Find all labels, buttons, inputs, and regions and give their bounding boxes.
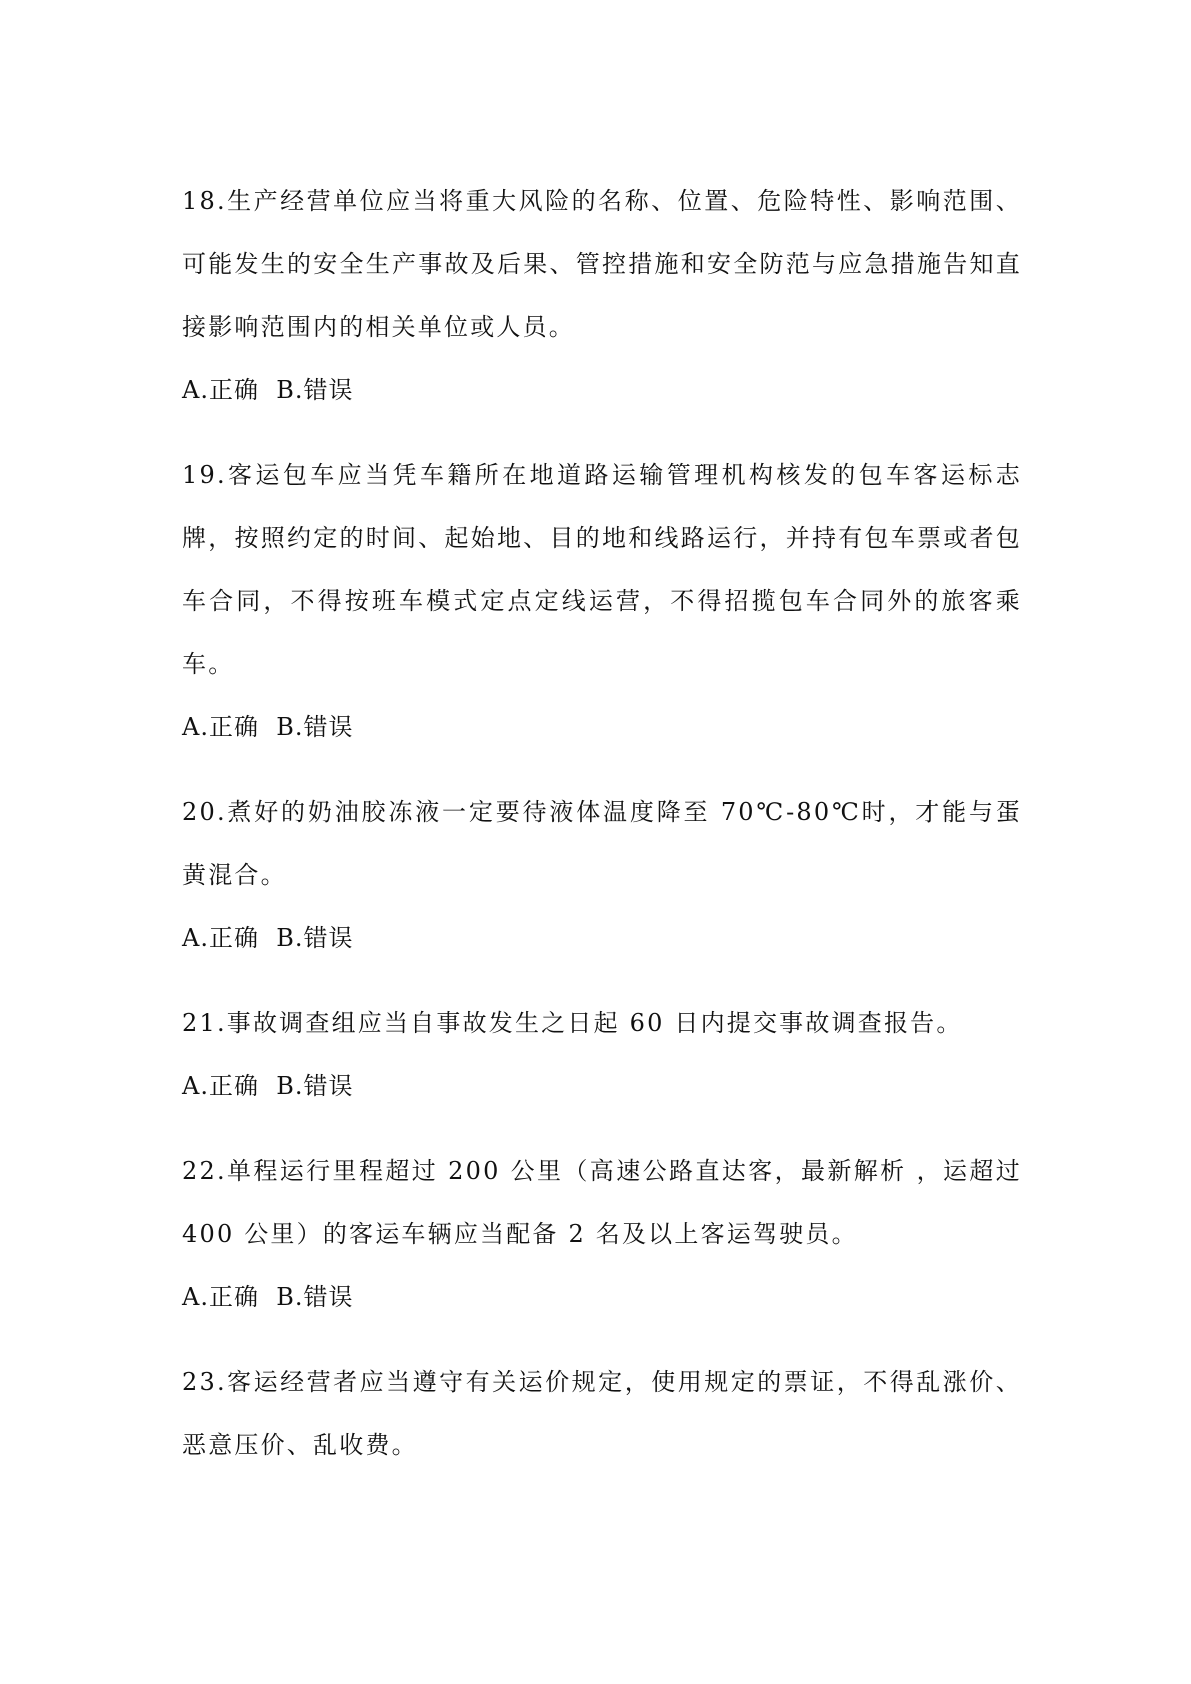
- answer-options: A.正确 B.错误: [182, 1072, 354, 1100]
- question-21: [182, 992, 1022, 1118]
- answer-options: A.正确 B.错误: [182, 376, 354, 404]
- question-text: 23.客运经营者应当遵守有关运价规定，使用规定的票证，不得乱涨价、恶意压价、乱收费。: [182, 1368, 1022, 1459]
- question-18: [182, 170, 1022, 422]
- question-text: 22.单程运行里程超过 200 公里（高速公路直达客，最新解析 ，运超过 400 公里）的客运车辆应当配备 2 名及以上客运驾驶员。: [182, 1157, 1022, 1248]
- answer-options: A.正确 B.错误: [182, 1283, 354, 1311]
- question-text: 19.客运包车应当凭车籍所在地道路运输管理机构核发的包车客运标志牌，按照约定的时间、起始地、目的地和线路运行，并持有包车票或者包车合同，不得按班车模式定点定线运营，不得招揽包车合同外的旅客乘车。: [182, 461, 1022, 678]
- question-22: [182, 1140, 1022, 1329]
- question-text: 20.煮好的奶油胶冻液一定要待液体温度降至 70℃-80℃时，才能与蛋黄混合。: [182, 798, 1022, 889]
- question-19: [182, 444, 1022, 759]
- question-list: [182, 170, 1022, 1487]
- answer-options: A.正确 B.错误: [182, 713, 354, 741]
- answer-options: A.正确 B.错误: [182, 924, 354, 952]
- question-text: 18.生产经营单位应当将重大风险的名称、位置、危险特性、影响范围、可能发生的安全生产事故及后果、管控措施和安全防范与应急措施告知直接影响范围内的相关单位或人员。: [182, 187, 1022, 341]
- question-20: [182, 781, 1022, 970]
- question-23: [182, 1351, 1022, 1477]
- question-text: 21.事故调查组应当自事故发生之日起 60 日内提交事故调查报告。: [182, 1009, 963, 1037]
